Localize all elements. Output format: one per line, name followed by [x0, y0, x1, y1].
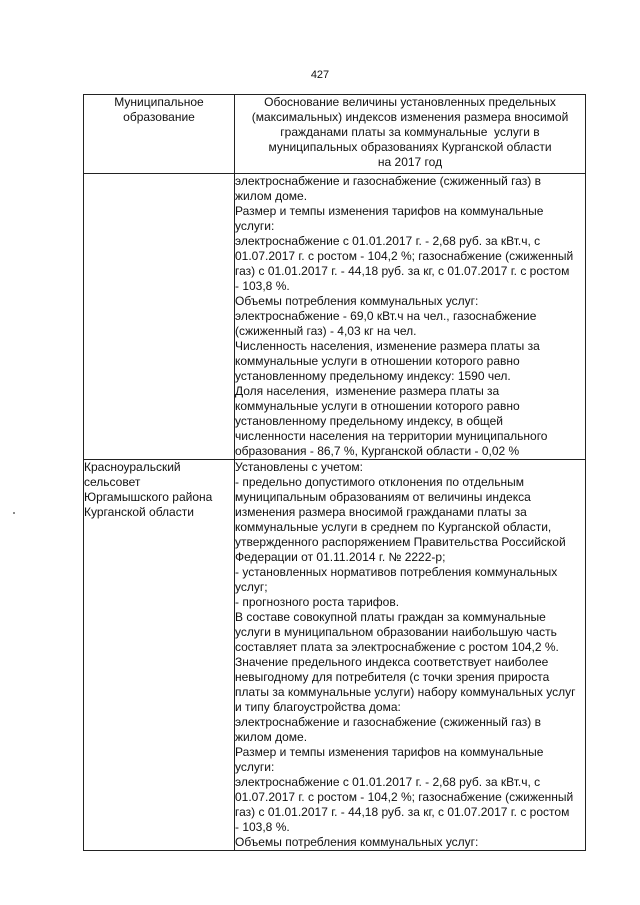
- municipality-line: сельсовет: [84, 475, 141, 489]
- text-line: образования - 86,7 %, Курганской области - 0,02 %: [235, 444, 520, 458]
- text-line: услуги:: [235, 760, 275, 774]
- text-line: Доля населения, изменение размера платы за: [235, 384, 500, 398]
- header-justification-line: на 2017 год: [377, 155, 443, 169]
- text-line: электроснабжение и газоснабжение (сжиженный газ) в: [235, 715, 541, 729]
- row-municipality-cell: [84, 460, 235, 851]
- text-line: (сжиженный газ) - 4,03 кг на чел.: [235, 324, 417, 338]
- scan-speck: [13, 512, 15, 514]
- text-line: жилом доме.: [235, 730, 308, 744]
- text-line: Численность населения, изменение размера платы за: [235, 339, 540, 353]
- text-line: газ) с 01.01.2017 г. - 44,18 руб. за кг, с 01.07.2017 г. с ростом: [235, 264, 570, 278]
- text-line: жилом доме.: [235, 189, 308, 203]
- header-municipality: [84, 95, 235, 174]
- text-line: Установлены с учетом:: [235, 460, 363, 474]
- text-line: установленному предельному индексу: 1590 чел.: [235, 369, 511, 383]
- text-line: услуг;: [235, 580, 268, 594]
- text-line: коммунальные услуги в отношении которого равно: [235, 399, 520, 413]
- text-line: платы за коммунальные услуги) набору коммунальных услуг: [235, 685, 576, 699]
- text-line: - установленных нормативов потребления коммунальных: [235, 565, 558, 579]
- text-line: газ) с 01.01.2017 г. - 44,18 руб. за кг, с 01.07.2017 г. с ростом: [235, 805, 570, 819]
- header-justification: [235, 95, 586, 174]
- text-line: установленному предельному индексу, в общей: [235, 414, 503, 428]
- text-line: - предельно допустимого отклонения по отдельным: [235, 475, 524, 489]
- header-municipality-line: образование: [123, 110, 195, 124]
- text-line: утвержденного распоряжением Правительства Российской: [235, 535, 566, 549]
- municipality-line: Курганской области: [84, 505, 194, 519]
- text-line: Размер и темпы изменения тарифов на коммунальные: [235, 204, 544, 218]
- text-line: и типу благоустройства дома:: [235, 700, 401, 714]
- table-row: [84, 174, 586, 460]
- municipality-line: Красноуральский: [84, 460, 181, 474]
- page-number: 427: [310, 69, 330, 81]
- table-row: [84, 460, 586, 851]
- municipality-line: Юргамышского района: [84, 490, 213, 504]
- text-line: услуги в муниципальном образовании наибольшую часть: [235, 625, 557, 639]
- row-justification-cell: [235, 460, 586, 851]
- header-justification-line: (максимальных) индексов изменения размера вносимой: [251, 110, 569, 124]
- text-line: Значение предельного индекса соответствует наиболее: [235, 655, 549, 669]
- header-justification-line: гражданами платы за коммунальные услуги в: [280, 125, 540, 139]
- text-line: - 103,8 %.: [235, 279, 290, 293]
- text-line: изменения размера вносимой гражданами платы за: [235, 505, 527, 519]
- text-line: 01.07.2017 г. с ростом - 104,2 %; газоснабжение (сжиженный: [235, 790, 574, 804]
- text-line: услуги:: [235, 219, 275, 233]
- text-line: - прогнозного роста тарифов.: [235, 595, 400, 609]
- text-line: численности населения на территории муниципального: [235, 429, 548, 443]
- text-line: - 103,8 %.: [235, 820, 290, 834]
- header-justification-line: муниципальных образованиях Курганской области: [268, 140, 552, 154]
- text-line: электроснабжение с 01.01.2017 г. - 2,68 руб. за кВт.ч, с: [235, 775, 541, 789]
- text-line: электроснабжение с 01.01.2017 г. - 2,68 руб. за кВт.ч, с: [235, 234, 541, 248]
- text-line: Федерации от 01.11.2014 г. № 2222-р;: [235, 550, 446, 564]
- text-line: составляет плата за электроснабжение с ростом 104,2 %.: [235, 640, 559, 654]
- row-justification-cell: [235, 174, 586, 460]
- text-line: электроснабжение и газоснабжение (сжиженный газ) в: [235, 174, 541, 188]
- text-line: электроснабжение - 69,0 кВт.ч на чел., газоснабжение: [235, 309, 537, 323]
- header-municipality-line: Муниципальное: [114, 95, 204, 109]
- text-line: коммунальные услуги в отношении которого равно: [235, 354, 520, 368]
- text-line: В составе совокупной платы граждан за коммунальные: [235, 610, 546, 624]
- row-municipality-cell: [84, 174, 235, 460]
- text-line: муниципальным образованиям от величины индекса: [235, 490, 531, 504]
- text-line: 01.07.2017 г. с ростом - 104,2 %; газоснабжение (сжиженный: [235, 249, 574, 263]
- text-line: коммунальные услуги в среднем по Курганской области,: [235, 520, 552, 534]
- text-line: Объемы потребления коммунальных услуг:: [235, 294, 479, 308]
- table-header-row: [84, 95, 586, 174]
- text-line: Объемы потребления коммунальных услуг:: [235, 835, 479, 849]
- justification-table: [83, 94, 586, 851]
- text-line: Размер и темпы изменения тарифов на коммунальные: [235, 745, 544, 759]
- text-line: невыгодному для потребителя (с точки зрения прироста: [235, 670, 550, 684]
- header-justification-line: Обоснование величины установленных предельных: [264, 95, 556, 109]
